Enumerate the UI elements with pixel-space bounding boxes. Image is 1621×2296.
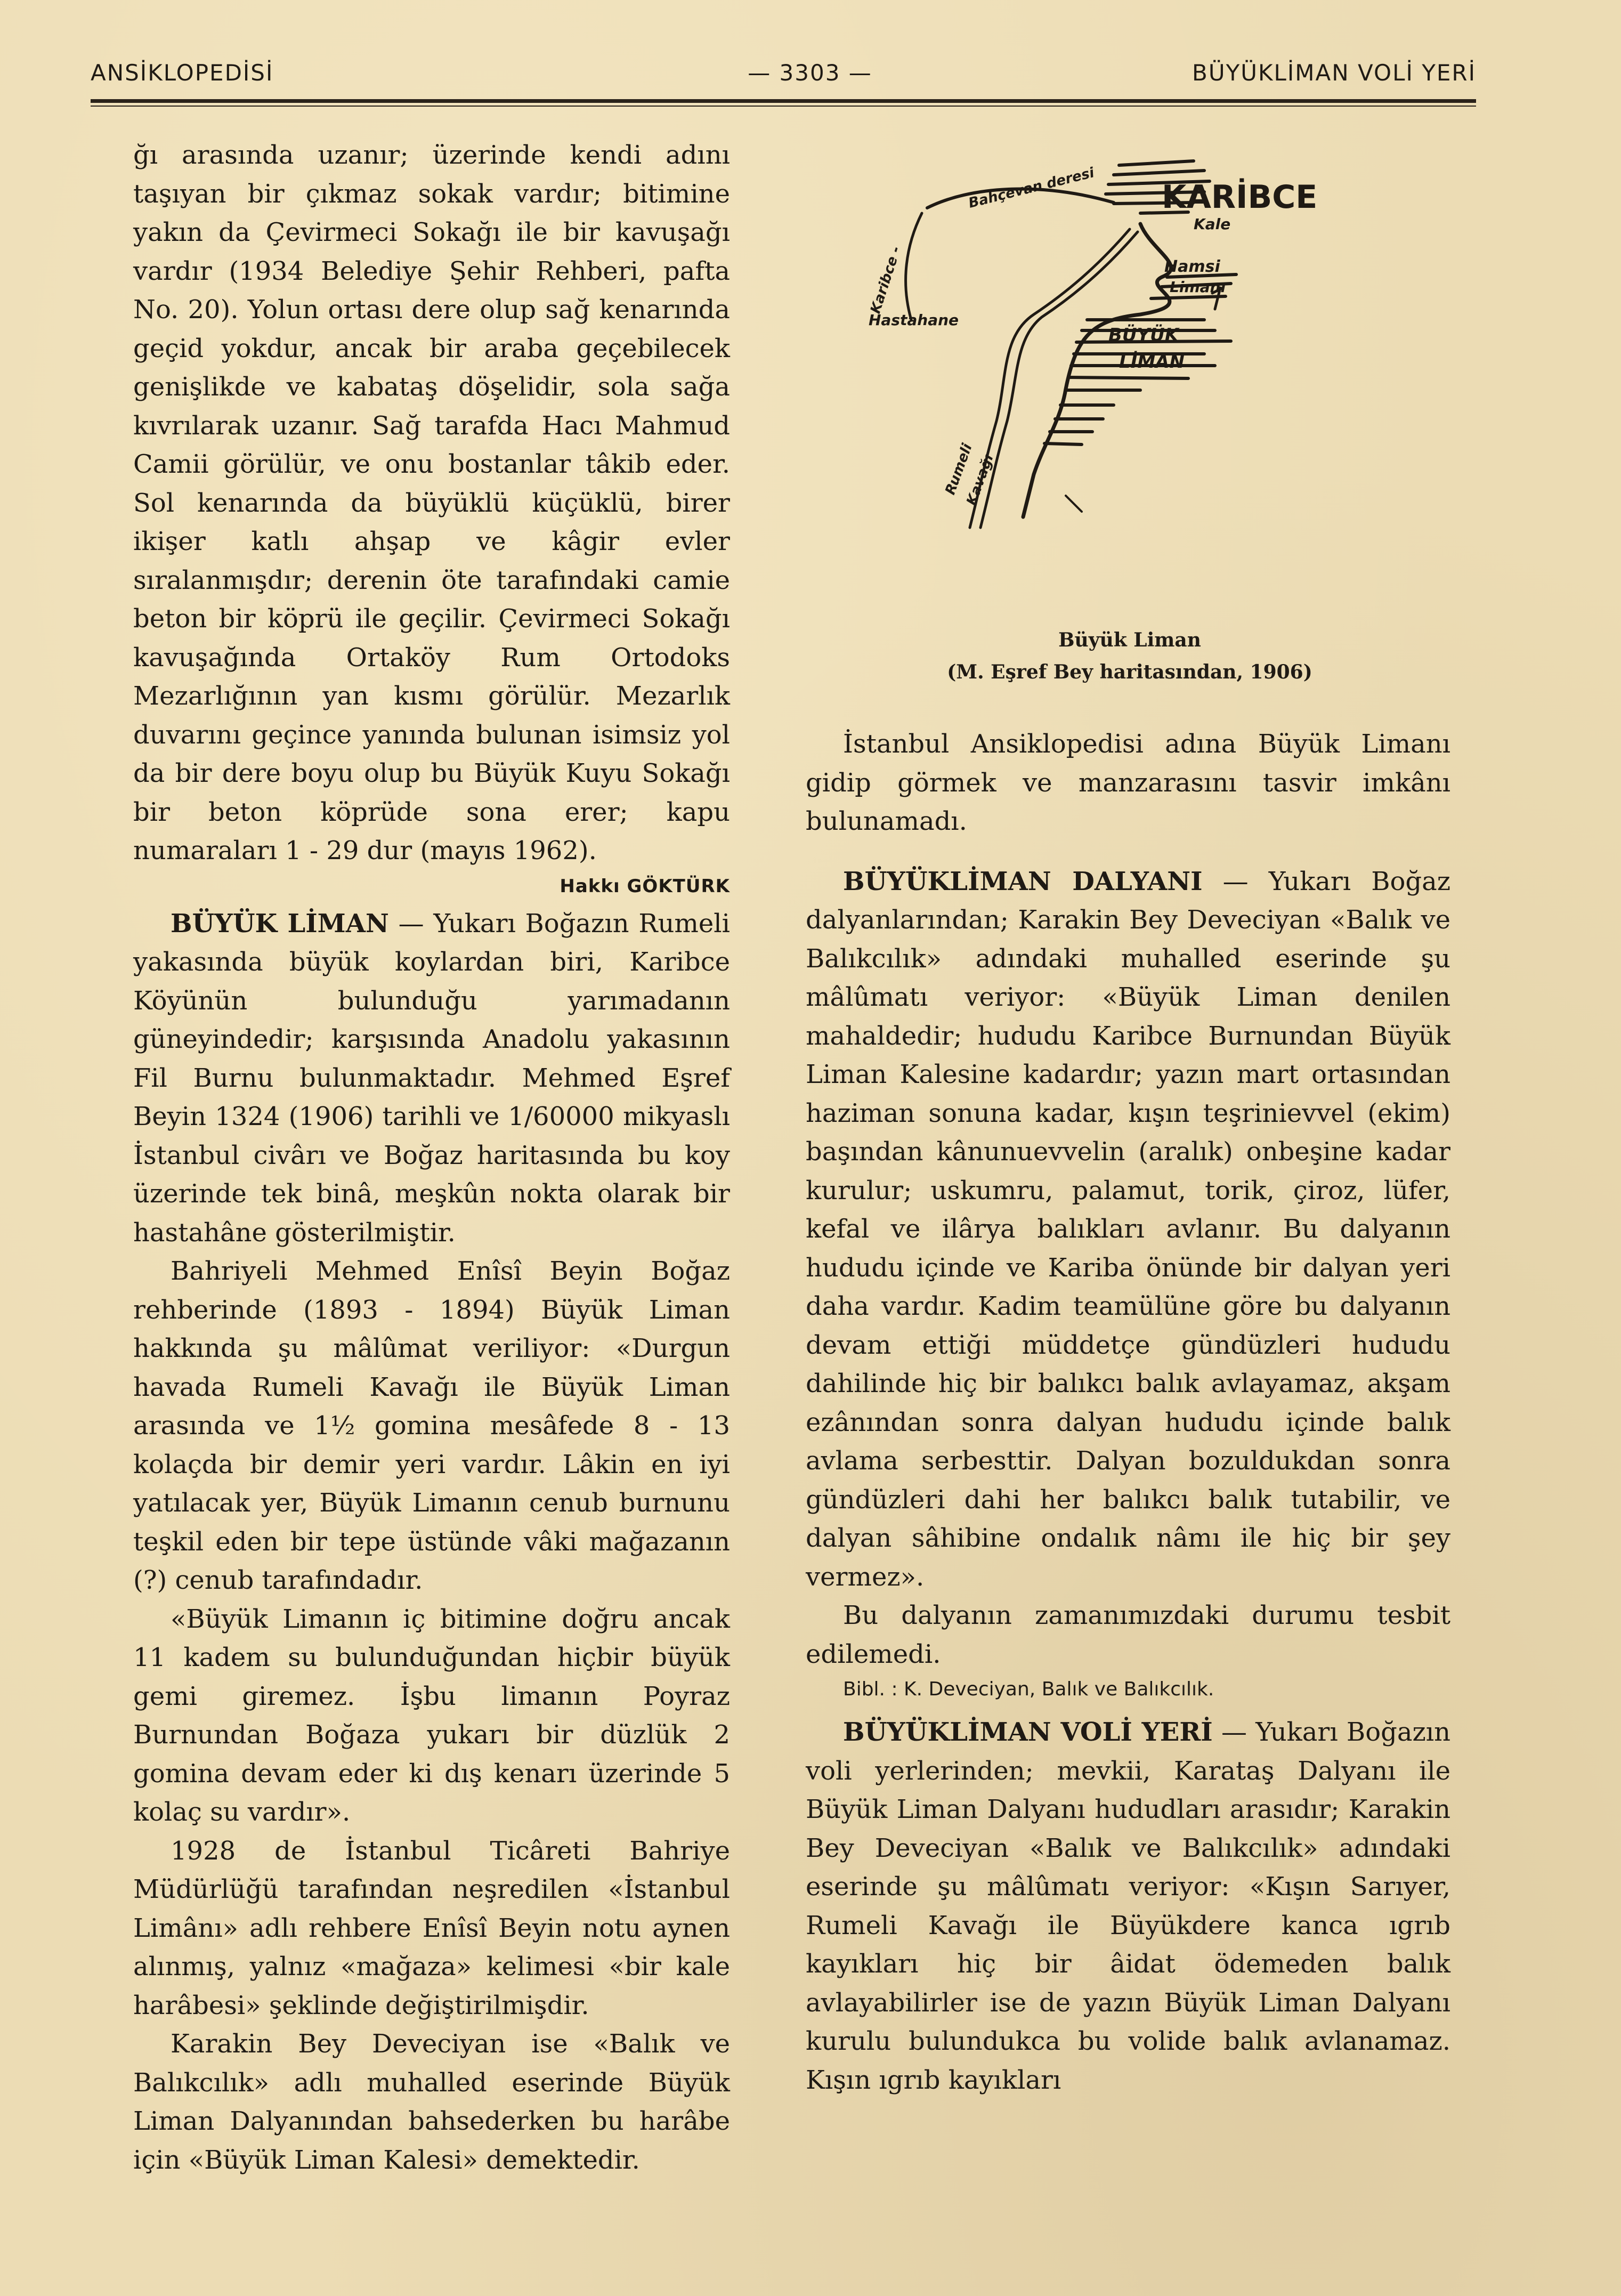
map-label-kale: Kale (1194, 215, 1231, 233)
map-label-kavagi: Kavağı (963, 452, 997, 508)
map-figure (863, 144, 1449, 634)
running-header (91, 60, 1476, 97)
header-left: ANSİKLOPEDİSİ (91, 60, 274, 86)
entry-heading: BÜYÜK LİMAN (171, 908, 389, 939)
entry-body: — Yukarı Boğaz dalyanlarından; Karakin Bey Deveciyan «Balık ve Balıkcılık» adındaki muhalled eserinde şu mâlûmatı veriyor: «Büyük Liman denilen mahaldedir; hududu Karibce Burnundan Büyük Liman Kalesine kadardır; yazın mart ortasından haziman sonuna kadar, kışın teşrinievvel (ekim) başından kânunuevvelin (aralık) onbeşine kadar kurulur; uskumru, palamut, torik, çiroz, lüfer, kefal ve ilârya balıkları avlanır. Bu dalyanın hududu içinde ve Kariba önünde bir dalyan yeri daha vardır. Kadim teamülüne göre bu dalyanın devam ettiği müddetçe gündüzleri hududu dahilinde hiç bir balıkcı balık avlayamaz, akşam ezânından sonra dalyan hududu içinde balık avlama serbesttir. Dalyan bozuldukdan sonra gündüzleri dahi her balıkcı balık tutabilir, ve dalyan sâhibine ondalık nâmı ile hiç bir şey vermez». (806, 866, 1450, 1592)
map-label-hamsi: Hamsi (1164, 257, 1220, 276)
path-line (906, 213, 922, 320)
map-label-buyuk: BÜYÜK (1108, 325, 1179, 346)
paragraph: Bu dalyanın zamanımızdaki durumu tesbit edilemedi. (806, 1600, 1450, 1669)
paragraph: İstanbul Ansiklopedisi adına Büyük Limanı gidip görmek ve manzarasını tasvir imkânı bulunamadı. (806, 729, 1450, 836)
map-caption-title: Büyük Liman (1058, 629, 1201, 651)
map-label-liman: LİMAN (1119, 351, 1185, 373)
paragraph: Karakin Bey Deveciyan ise «Balık ve Balıkcılık» adlı muhalled eserinde Büyük Liman Dalyanından bahsederken bu harâbe için «Büyük Liman Kalesi» demektedir. (133, 2029, 730, 2175)
entry-body: — Yukarı Boğazın voli yerlerinden; mevkii, Karataş Dalyanı ile Büyük Liman Dalyanı hududları arasıdır; Karakin Bey Deveciyan «Balık ve Balıkcılık» adındaki eserinde şu mâlûmatı veriyor: «Kışın Sarıyer, Rumeli Kavağı ile Büyükdere kanca ıgrıb kayıkları hiç bir âidat ödemeden balık avlayabilirler ise de yazın Büyük Liman Dalyanı kurulu bulundukca bu volide balık avlanamaz. Kışın ıgrıb kayıkları (806, 1717, 1450, 2095)
paragraph: ğı arasında uzanır; üzerinde kendi adını taşıyan bir çıkmaz sokak vardır; bitimine yakın da Çevirmeci Sokağı ile bir kavuşağı vardır (1934 Belediye Şehir Rehberi, pafta No. 20). Yolun ortası dere olup sağ kenarında geçid yokdur, ancak bir araba geçebilecek genişlikde ve kabataş döşelidir, sola sağa kıvrılarak uzanır. Sağ tarafda Hacı Mahmud Camii görülür, ve onu bostanlar tâkib eder. Sol kenarında da büyüklü küçüklü, birer ikişer katlı ahşap ve kâgir evler sıralanmışdır; derenin öte tarafındaki camie beton bir köprü ile geçilir. Çevirmeci Sokağı kavuşağında Ortaköy Rum Ortodoks Mezarlığının yan kısmı görülür. Mezarlık duvarını geçince yanında bulunan isimsiz yol da bir dere boyu olup bu Büyük Kuyu Sokağı bir beton köprüde sona erer; kapu numaraları 1 - 29 dur (mayıs 1962). (133, 140, 730, 866)
header-rule-thick (91, 99, 1476, 103)
header-right: BÜYÜKLİMAN VOLİ YERİ (1192, 60, 1476, 86)
paragraph: Bahriyeli Mehmed Enîsî Beyin Boğaz rehberinde (1893 - 1894) Büyük Liman hakkında şu mâlûmat veriliyor: «Durgun havada Rumeli Kavağı ile Büyük Liman arasında ve 1½ gomina mesâfede 8 - 13 kolaçda bir demir yeri vardır. Lâkin en iyi yatılacak yer, Büyük Limanın cenub burnunu teşkil eden bir tepe üstünde vâki mağazanın (?) cenub tarafındadır. (133, 1256, 730, 1595)
header-rule-thin (91, 106, 1476, 107)
map-drawing (863, 144, 1449, 634)
map-mark (1066, 496, 1082, 512)
paragraph: «Büyük Limanın iç bitimine doğru ancak 11 kadem su bulunduğundan hiçbir büyük gemi giremez. İşbu limanın Poyraz Burnundan Boğaza yukarı bir düzlük 2 gomina devam eder ki dış kenarı üzerinde 5 kolaç su vardır». (133, 1604, 730, 1827)
entry-voli-yeri (806, 1713, 1450, 2099)
page-number: — 3303 — (748, 60, 872, 86)
entry-buyuk-liman (133, 904, 730, 1252)
right-column (806, 725, 1450, 2099)
left-column (133, 136, 730, 2179)
author-signature: Hakkı GÖKTÜRK (560, 875, 730, 897)
map-label-bahcevan-deresi: Bahçevan deresi (967, 165, 1096, 212)
map-label-rumeli: Rumeli (942, 441, 976, 497)
entry-heading: BÜYÜKLİMAN DALYANI (843, 866, 1203, 896)
map-label-karibce: KARİBCE (1162, 179, 1318, 216)
entry-body: — Yukarı Boğazın Rumeli yakasında büyük koylardan biri, Karibce Köyünün bulunduğu yarımadanın güneyindedir; karşısında Anadolu yakasının Fil Burnu bulunmaktadır. Mehmed Eşref Beyin 1324 (1906) tarihli ve 1/60000 mikyaslı İstanbul civârı ve Boğaz haritasında bu koy üzerinde tek binâ, meşkûn nokta olarak bir hastahâne gösterilmiştir. (133, 908, 730, 1248)
entry-heading: BÜYÜKLİMAN VOLİ YERİ (843, 1717, 1213, 1747)
map-label-karibce-road: Karibce - (868, 244, 905, 316)
map-caption-source: (M. Eşref Bey haritasından, 1906) (947, 661, 1312, 683)
map-label-hastahane: Hastahane (869, 311, 959, 329)
map-label-limani: Limanı (1170, 278, 1226, 296)
entry-dalyani (806, 862, 1450, 1597)
bibliography: Bibl. : K. Deveciyan, Balık ve Balıkcılık. (843, 1678, 1214, 1700)
paragraph: 1928 de İstanbul Ticâreti Bahriye Müdürlüğü tarafından neşredilen «İstanbul Limânı» adlı rehbere Enîsî Beyin notu aynen alınmış, yalnız «mağaza» kelimesi «bir kale harâbesi» şeklinde değiştirilmişdir. (133, 1836, 730, 2020)
